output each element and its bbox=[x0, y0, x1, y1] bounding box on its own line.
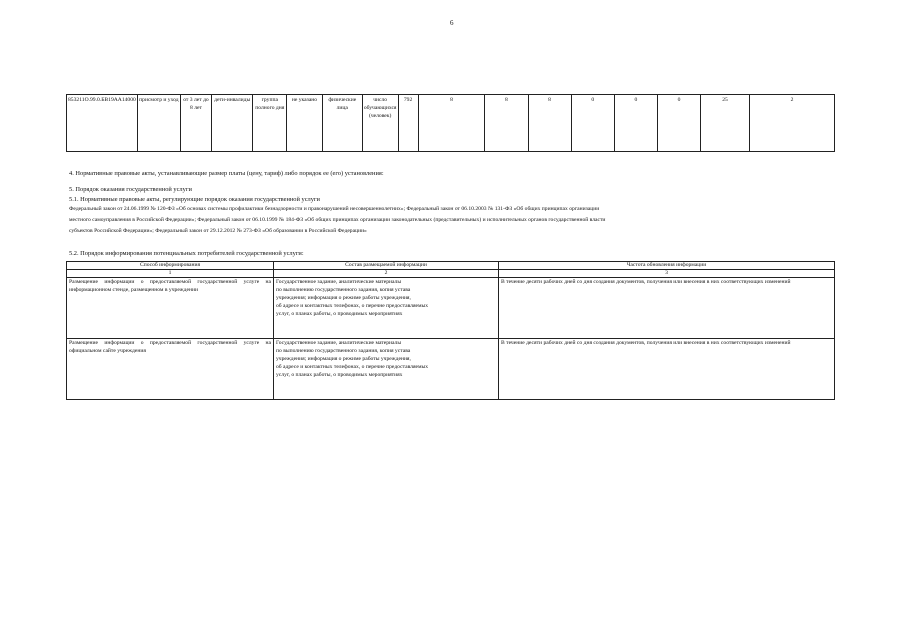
table-number-row bbox=[67, 270, 835, 278]
table-row bbox=[67, 339, 835, 400]
table-cell: не указано bbox=[287, 95, 323, 152]
column-number: 1 bbox=[67, 270, 274, 278]
column-header: Состав размещаемой информации bbox=[274, 262, 499, 270]
informing-table bbox=[66, 261, 835, 400]
table-cell: физические лица bbox=[322, 95, 362, 152]
informing-way: Размещение информации о предоставляемой государственной услуге на информационном стенде, размещенном в учреждении bbox=[67, 278, 274, 339]
section-5-1-heading: 5.1. Нормативные правовые акты, регулирующие порядок оказания государственной услуги bbox=[69, 196, 320, 203]
content-line: по выполнению государственного задания, копия устава bbox=[276, 287, 411, 293]
indicators-table bbox=[66, 94, 835, 152]
column-number: 2 bbox=[274, 270, 499, 278]
table-cell: 8 bbox=[528, 95, 571, 152]
content-line: учреждения; информация о режиме работы учреждения, bbox=[276, 356, 411, 362]
table-cell: 853211О.99.0.БВ19АА14000 bbox=[67, 95, 138, 152]
content-line: услуг, о планах работы, о проводимых мероприятиях bbox=[276, 311, 403, 317]
table-cell: дети-инвалиды bbox=[211, 95, 252, 152]
column-header: Способ информирования bbox=[67, 262, 274, 270]
update-frequency: В течение десяти рабочих дней со дня создания документов, получения или внесения в них соответствующих изменений bbox=[499, 278, 835, 339]
table-cell: 792 bbox=[398, 95, 418, 152]
table-cell: 8 bbox=[418, 95, 485, 152]
table-cell: число обучающихся (человек) bbox=[362, 95, 398, 152]
section-4-text: 4. Нормативные правовые акты, устанавливающие размер платы (цену, тариф) либо порядок ее (его) установления: bbox=[69, 170, 384, 177]
update-frequency: В течение десяти рабочих дней со дня создания документов, получения или внесения в них соответствующих изменений bbox=[499, 339, 835, 400]
table-cell: 25 bbox=[701, 95, 750, 152]
table-cell: группа полного дня bbox=[253, 95, 287, 152]
page-number: 6 bbox=[450, 19, 454, 27]
content-line: об адресе и контактных телефонах, о перечне предоставляемых bbox=[276, 303, 429, 309]
content-line: учреждения; информация о режиме работы учреждения, bbox=[276, 295, 411, 301]
table-cell: 2 bbox=[749, 95, 834, 152]
content-line: услуг, о планах работы, о проводимых мероприятиях bbox=[276, 372, 403, 378]
content-line: об адресе и контактных телефонах, о перечне предоставляемых bbox=[276, 364, 429, 370]
informing-content bbox=[274, 339, 499, 400]
table-cell: присмотр и уход bbox=[137, 95, 180, 152]
table-row bbox=[67, 95, 835, 152]
content-line: Государственное задание, аналитические материалы bbox=[276, 340, 402, 346]
laws-line-3: субъектов Российской Федерации»; Федеральный закон от 29.12.2012 № 273-ФЗ «Об образовании в Российской Федерации» bbox=[69, 228, 367, 234]
table-cell: 0 bbox=[571, 95, 614, 152]
informing-way: Размещение информации о предоставляемой государственной услуге на официальном сайте учреждения bbox=[67, 339, 274, 400]
column-header: Частота обновления информации bbox=[499, 262, 835, 270]
content-line: Государственное задание, аналитические материалы bbox=[276, 279, 402, 285]
informing-content bbox=[274, 278, 499, 339]
table-cell: 8 bbox=[485, 95, 528, 152]
laws-line-2: местного самоуправления в Российской Федерации»; Федеральный закон от 06.10.1999 № 184-ФЗ «Об общих принципах организации законодательных (представительных) и исполнительных органов государственной власти bbox=[69, 217, 606, 223]
content-line: по выполнению государственного задания, копия устава bbox=[276, 348, 411, 354]
column-number: 3 bbox=[499, 270, 835, 278]
section-5-heading: 5. Порядок оказания государственной услуги bbox=[69, 186, 192, 193]
section-5-2-heading: 5.2. Порядок информирования потенциальных потребителей государственной услуги: bbox=[69, 250, 304, 257]
table-cell: 0 bbox=[614, 95, 657, 152]
table-cell: 0 bbox=[657, 95, 700, 152]
table-header-row bbox=[67, 262, 835, 270]
table-row bbox=[67, 278, 835, 339]
laws-line-1: Федеральный закон от 24.06.1999 № 120-ФЗ «Об основах системы профилактики безнадзорности и правонарушений несовершеннолетних»; Федеральный закон от 06.10.2003 № 131-ФЗ «Об общих принципах организации bbox=[69, 206, 600, 212]
table-cell: от 3 лет до 8 лет bbox=[181, 95, 212, 152]
